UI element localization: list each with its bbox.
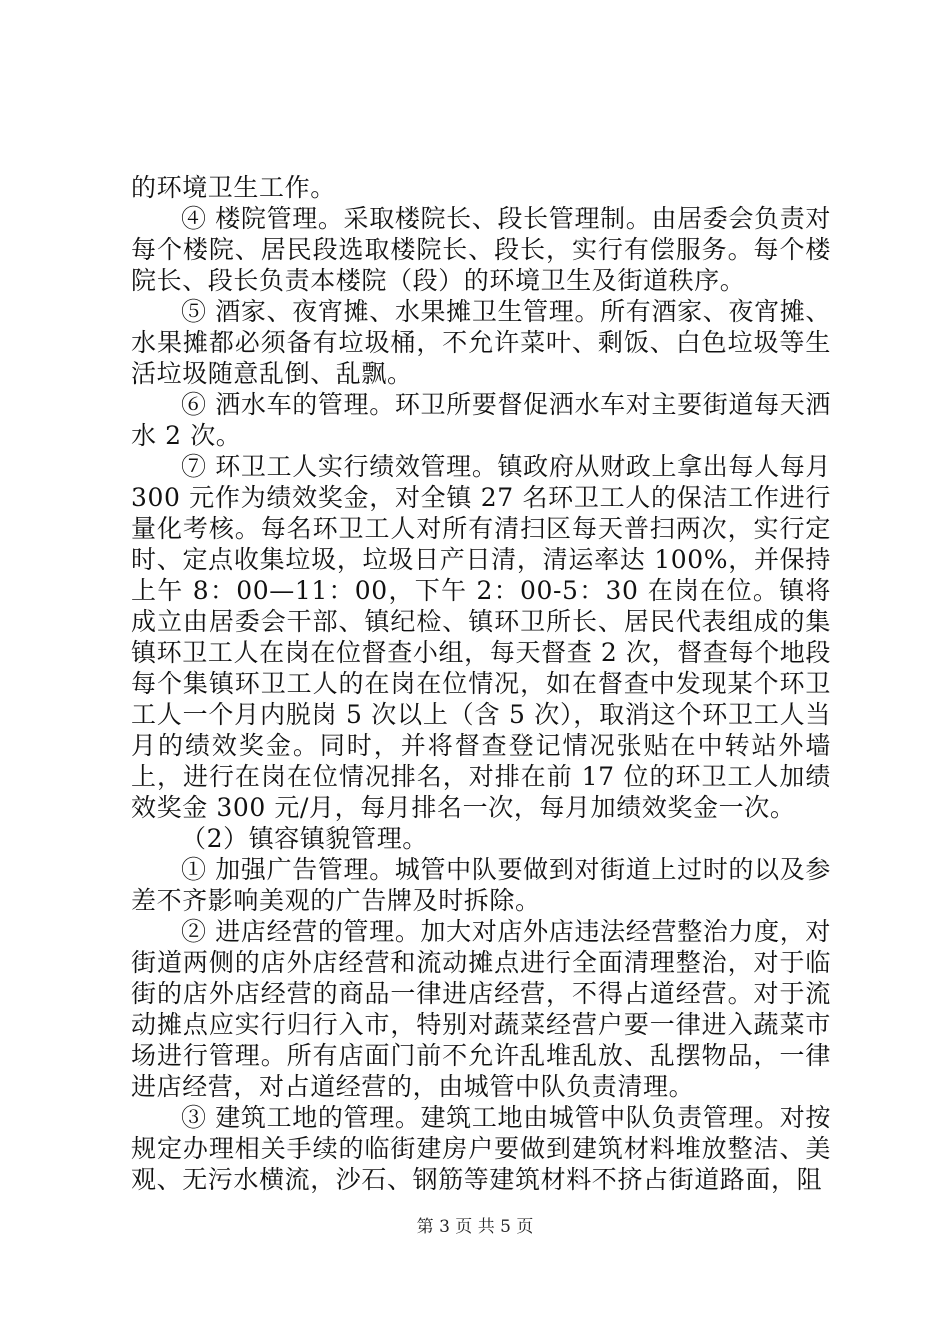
paragraph-stall-hygiene: ⑤ 酒家、夜宵摊、水果摊卫生管理。所有酒家、夜宵摊、水果摊都必须备有垃圾桶，不允许菜叶、剩饭、白色垃圾等生活垃圾随意乱倒、乱飘。 xyxy=(131,297,831,388)
document-body xyxy=(131,172,831,1195)
paragraph-in-store-business: ② 进店经营的管理。加大对店外店违法经营整治力度，对街道两侧的店外店经营和流动摊点进行全面清理整治，对于临街的店外店经营的商品一律进店经营，不得占道经营。对于流动摊点应实行归行入市，特别对蔬菜经营户要一律进入蔬菜市场进行管理。所有店面门前不允许乱堆乱放、乱摆物品，一律进店经营，对占道经营的，由城管中队负责清理。 xyxy=(131,917,831,1101)
paragraph-construction-sites: ③ 建筑工地的管理。建筑工地由城管中队负责管理。对按规定办理相关手续的临街建房户要做到建筑材料堆放整洁、美观、无污水横流，沙石、钢筋等建筑材料不挤占街道路面，阻 xyxy=(131,1103,831,1194)
paragraph-continuation: 的环境卫生工作。 xyxy=(131,173,336,202)
page-number-label: 第 3 页 共 5 页 xyxy=(416,1217,534,1237)
section-heading-town-appearance: （2）镇容镇貌管理。 xyxy=(181,824,428,853)
paragraph-building-management: ④ 楼院管理。采取楼院长、段长管理制。由居委会负责对每个楼院、居民段选取楼院长、段长，实行有偿服务。每个楼院长、段长负责本楼院（段）的环境卫生及街道秩序。 xyxy=(131,204,831,295)
page-footer xyxy=(0,1216,950,1238)
paragraph-sprinkler-truck: ⑥ 洒水车的管理。环卫所要督促洒水车对主要街道每天洒水 2 次。 xyxy=(131,390,831,450)
paragraph-advertising: ① 加强广告管理。城管中队要做到对街道上过时的以及参差不齐影响美观的广告牌及时拆除。 xyxy=(131,855,831,915)
paragraph-performance-management: ⑦ 环卫工人实行绩效管理。镇政府从财政上拿出每人每月 300 元作为绩效奖金，对全镇 27 名环卫工人的保洁工作进行量化考核。每名环卫工人对所有清扫区每天普扫两次，实行定时、定点收集垃圾，垃圾日产日清，清运率达 100%，并保持上午 8：00—11：00，下午 2：00-5：30 在岗在位。镇将成立由居委会干部、镇纪检、镇环卫所长、居民代表组成的集镇环卫工人在岗在位督查小组，每天督查 2 次，督查每个地段每个集镇环卫工人的在岗在位情况，如在督查中发现某个环卫工人一个月内脱岗 5 次以上（含 5 次），取消这个环卫工人当月的绩效奖金。同时，并将督查登记情况张贴在中转站外墙上，进行在岗在位情况排名，对排在前 17 位的环卫工人加绩效奖金 300 元/月，每月排名一次，每月加绩效奖金一次。 xyxy=(131,452,831,822)
